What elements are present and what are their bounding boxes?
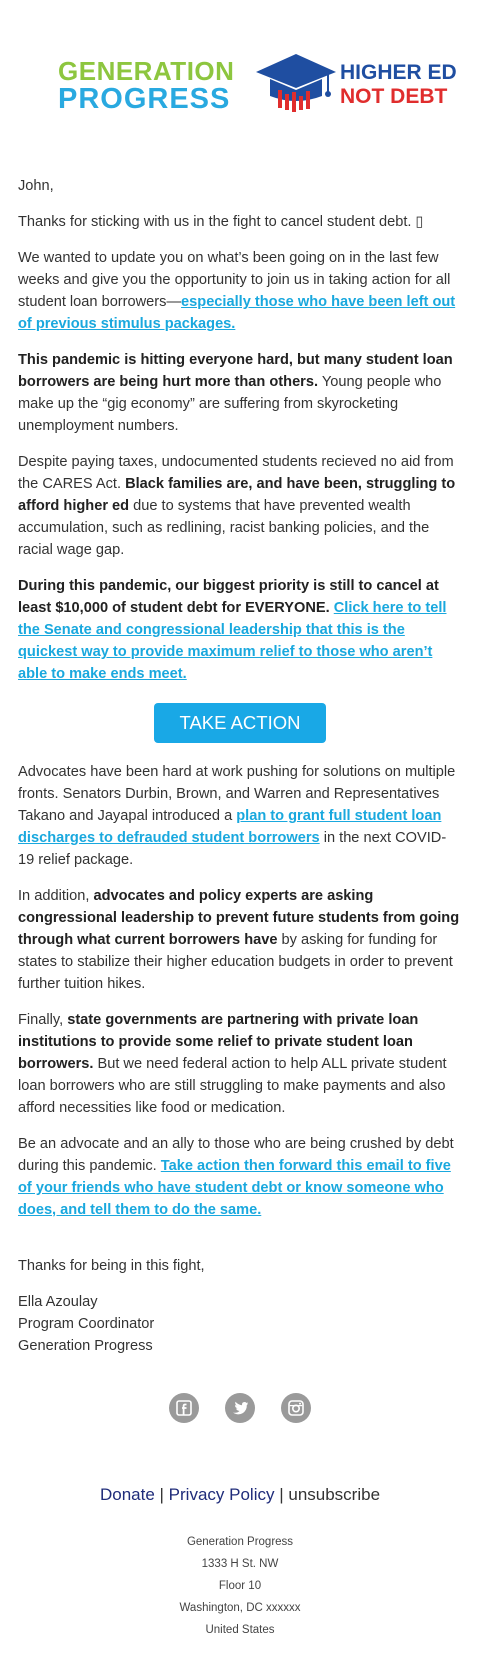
states-paragraph (18, 1009, 462, 1119)
address-city: Washington, DC xxxxxx (179, 1602, 301, 1614)
unsubscribe-link[interactable]: unsubscribe (288, 1485, 381, 1504)
cares-text-2: due to systems that have prevented wealth accumulation, such as redlining, racist banking policies, and the racial wage gap. (18, 498, 430, 558)
advocates-text-2: in the next COVID-19 relief package. (18, 830, 447, 868)
mailing-address (18, 1531, 462, 1641)
logo-gp-line1: GENERATION (58, 56, 235, 86)
tell-senate-link[interactable]: Click here to tell the Senate and congressional leadership that this is the quickest way to provide maximum relief to those who aren’t able to make ends meet. (18, 600, 447, 682)
facebook-icon[interactable] (169, 1393, 199, 1423)
states-text-2: But we need federal action to help ALL private student loan borrowers who are still struggling to make payments and also afford necessities like food or medication. (18, 1056, 447, 1116)
discharge-plan-link[interactable]: plan to grant full student loan discharges to defrauded student borrowers (18, 808, 442, 846)
cares-bold: Black families are, and have been, struggling to afford higher ed (18, 476, 456, 514)
graduation-cap-icon (254, 52, 338, 114)
policy-paragraph (18, 885, 462, 995)
separator: | (274, 1485, 289, 1504)
logo-he-line2: NOT DEBT (340, 85, 448, 108)
signer-org: Generation Progress (18, 1338, 153, 1354)
pandemic-paragraph (18, 349, 462, 437)
signer-name: Ella Azoulay (18, 1294, 98, 1310)
advocates-text-1: Advocates have been hard at work pushing for solutions on multiple fronts. Senators Durbin, Brown, and Warren and Representatives Takano and Jayapal introduced a (18, 764, 456, 824)
generation-progress-logo[interactable] (58, 58, 234, 114)
privacy-policy-link[interactable]: Privacy Policy (168, 1485, 275, 1504)
cta-row (18, 703, 462, 743)
logo-gp-line2: PROGRESS (58, 83, 231, 115)
logo-he-line1: HIGHER ED (340, 61, 457, 84)
instagram-icon[interactable] (281, 1393, 311, 1423)
closing-line: Thanks for being in this fight, (18, 1258, 205, 1274)
states-text-1: Finally, (18, 1012, 68, 1028)
pandemic-text: Young people who make up the “gig economy” are suffering from skyrocketing unemployment numbers. (18, 374, 442, 434)
policy-text-1: In addition, (18, 888, 94, 904)
twitter-icon[interactable] (225, 1393, 255, 1423)
cares-text-1: Despite paying taxes, undocumented students recieved no aid from the CARES Act. (18, 454, 454, 492)
signature (18, 1291, 462, 1357)
stimulus-link[interactable]: especially those who have been left out of previous stimulus packages. (18, 294, 456, 332)
update-paragraph (18, 247, 462, 335)
policy-text-2: by asking for funding for states to stabilize their higher education budgets in order to prevent further tuition hikes. (18, 932, 453, 992)
priority-bold: During this pandemic, our biggest priority is still to cancel at least $10,000 of student debt for EVERYONE. (18, 578, 439, 616)
footer-links (18, 1485, 462, 1505)
ally-text: Be an advocate and an ally to those who are being crushed by debt during this pandemic. (18, 1136, 454, 1174)
states-bold: state governments are partnering with private loan institutions to provide some relief to private student loan borrowers. (18, 1012, 419, 1072)
cares-paragraph (18, 451, 462, 561)
take-action-button[interactable]: TAKE ACTION (154, 703, 327, 743)
forward-email-link[interactable]: Take action then forward this email to five of your friends who have student debt or know someone who does, and tell them to do the same. (18, 1158, 451, 1218)
address-country: United States (205, 1624, 275, 1636)
address-floor: Floor 10 (218, 1580, 262, 1592)
signer-title: Program Coordinator (18, 1316, 155, 1332)
pandemic-bold: This pandemic is hitting everyone hard, but many student loan borrowers are being hurt more than others. (18, 352, 453, 390)
signature-block (18, 1255, 462, 1357)
advocates-paragraph (18, 761, 462, 871)
address-street: 1333 H St. NW (201, 1558, 279, 1570)
address-org: Generation Progress (186, 1536, 294, 1548)
header (18, 0, 462, 145)
ally-paragraph (18, 1133, 462, 1221)
separator: | (154, 1485, 169, 1504)
donate-link[interactable]: Donate (99, 1485, 155, 1504)
greeting: John, (18, 178, 54, 194)
policy-bold: advocates and policy experts are asking congressional leadership to prevent future students from going through what current borrowers have (18, 888, 460, 948)
update-text: We wanted to update you on what’s been going on in the last few weeks and give you the opportunity to join us in taking action for all student loan borrowers— (18, 250, 451, 310)
intro-paragraph: Thanks for sticking with us in the fight to cancel student debt. ▯ (18, 214, 424, 230)
priority-paragraph (18, 575, 462, 685)
higher-ed-not-debt-logo[interactable] (254, 52, 464, 118)
social-links (18, 1393, 462, 1427)
